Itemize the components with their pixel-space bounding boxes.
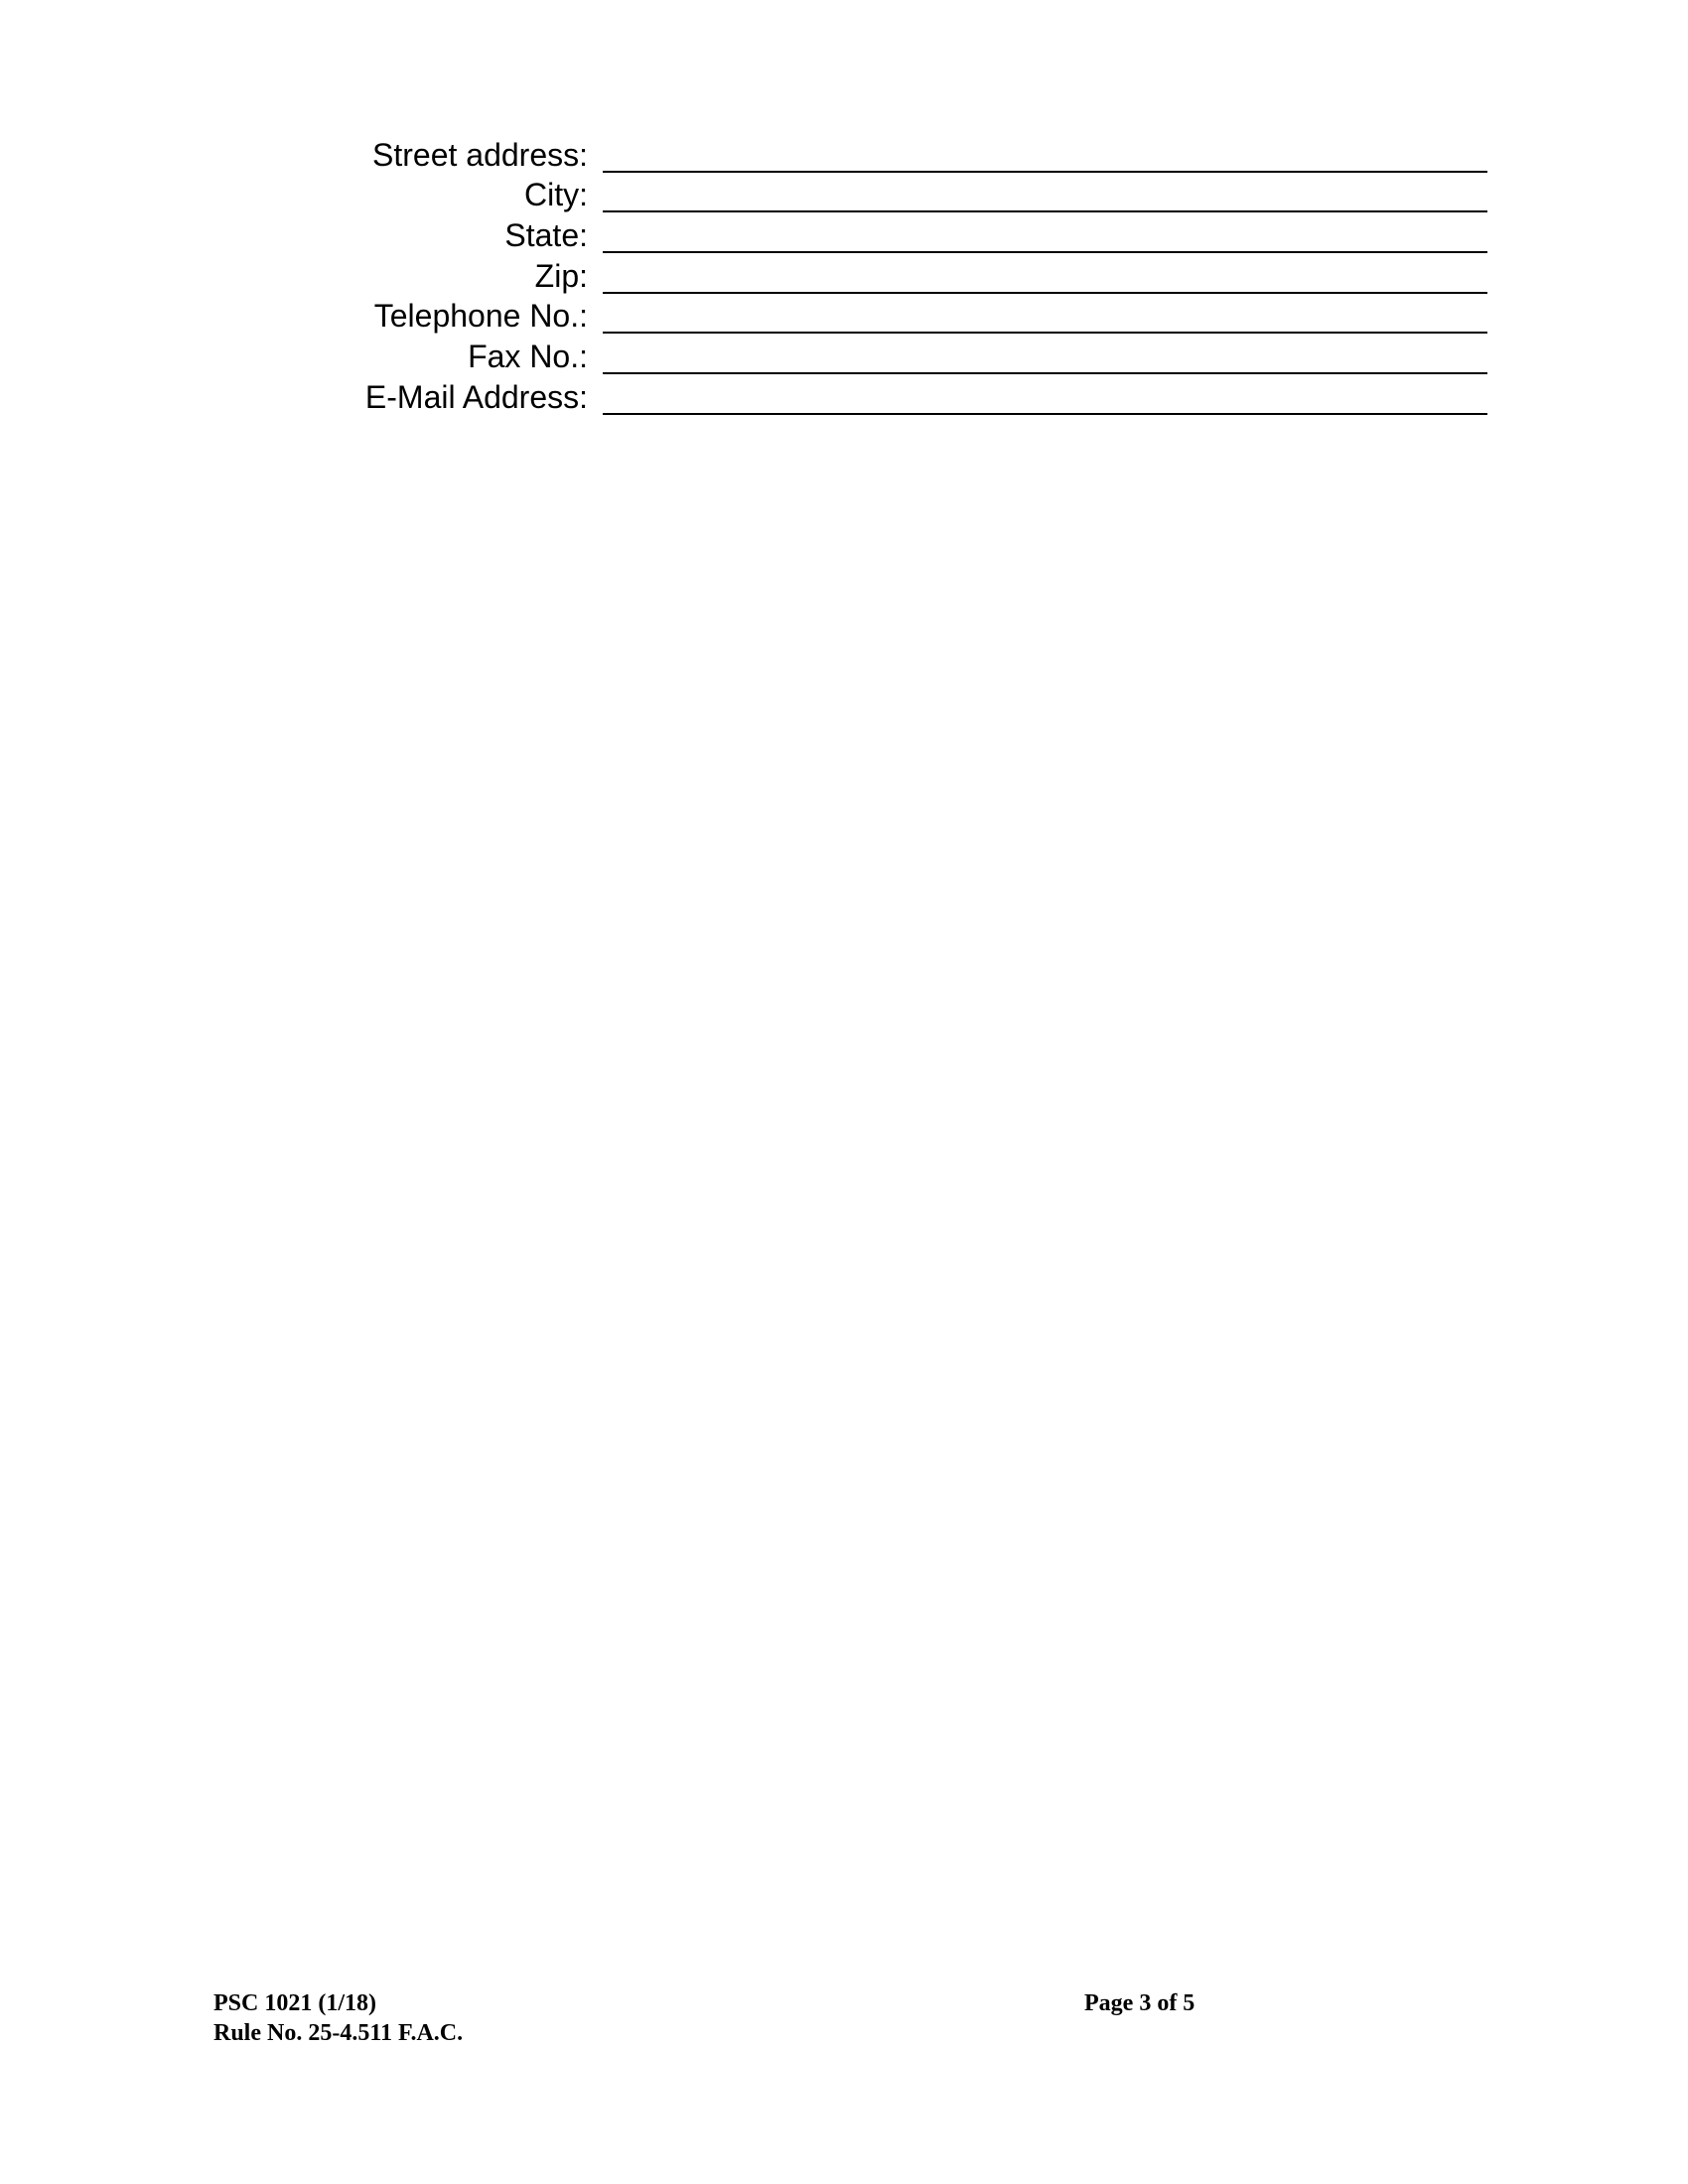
email-label: E-Mail Address: bbox=[364, 378, 588, 415]
zip-label: Zip: bbox=[534, 257, 588, 294]
rule-number: Rule No. 25-4.511 F.A.C. bbox=[213, 2020, 464, 2046]
telephone-label: Telephone No.: bbox=[373, 298, 588, 335]
city-label: City: bbox=[524, 177, 588, 213]
fax-line bbox=[603, 372, 1487, 374]
telephone-row bbox=[298, 295, 1489, 336]
email-line bbox=[603, 413, 1487, 415]
street-address-line bbox=[603, 171, 1487, 173]
zip-row bbox=[298, 254, 1489, 295]
form-id: PSC 1021 (1/18) bbox=[213, 1990, 376, 2016]
city-line bbox=[603, 210, 1487, 212]
contact-form bbox=[298, 133, 1489, 416]
fax-row bbox=[298, 335, 1489, 375]
street-address-row bbox=[298, 133, 1489, 174]
telephone-line bbox=[603, 332, 1487, 334]
city-row bbox=[298, 174, 1489, 214]
footer-right bbox=[1084, 1988, 1195, 2018]
state-line bbox=[603, 251, 1487, 253]
street-address-label: Street address: bbox=[372, 136, 588, 173]
page-number: Page 3 of 5 bbox=[1084, 1990, 1196, 2016]
state-row bbox=[298, 213, 1489, 254]
footer-left bbox=[213, 1988, 463, 2048]
state-label: State: bbox=[504, 217, 588, 254]
email-row bbox=[298, 375, 1489, 416]
fax-label: Fax No.: bbox=[468, 339, 588, 375]
zip-line bbox=[603, 292, 1487, 294]
